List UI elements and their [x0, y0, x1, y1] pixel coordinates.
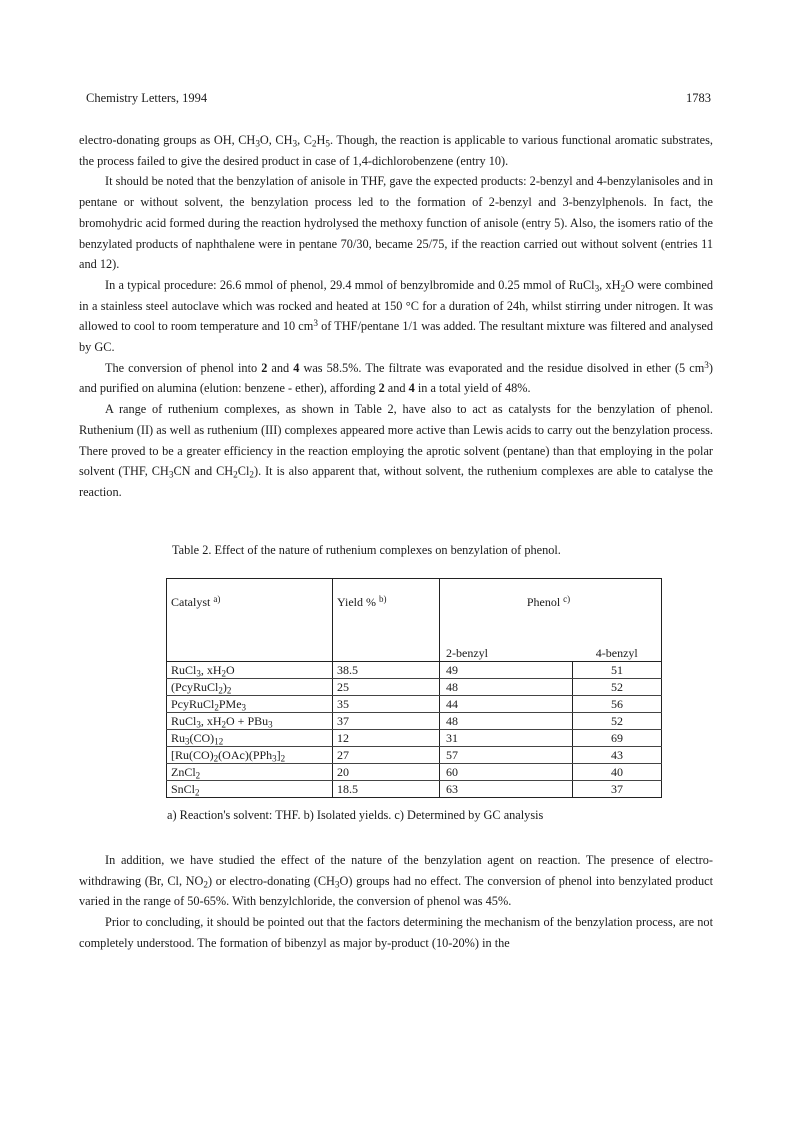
table-row	[167, 696, 662, 713]
table-caption: Table 2. Effect of the nature of ruthenium complexes on benzylation of phenol.	[172, 543, 561, 557]
cell-yield: 20	[333, 764, 440, 781]
cell-4-benzyl: 69	[573, 730, 662, 747]
cell-catalyst: PcyRuCl$_2$PMe$_3$	[167, 696, 333, 713]
cell-2-benzyl: 44	[440, 696, 573, 713]
cell-catalyst: RuCl$_3$, $xH_2O$	[167, 662, 333, 679]
cell-4-benzyl: 43	[573, 747, 662, 764]
subheader-empty	[167, 642, 333, 662]
cell-catalyst: SnCl$_2$	[167, 781, 333, 798]
cell-4-benzyl: 40	[573, 764, 662, 781]
subheader-2-benzyl: 2-benzyl	[440, 642, 573, 662]
cell-4-benzyl: 51	[573, 662, 662, 679]
table-row	[167, 764, 662, 781]
cell-2-benzyl: 63	[440, 781, 573, 798]
journal-title: Chemistry Letters, 1994	[86, 91, 208, 105]
cell-yield: 38.5	[333, 662, 440, 679]
table-footnote: a) Reaction's solvent: THF. b) Isolated yields. c) Determined by GC analysis	[167, 808, 544, 822]
subheader-4-benzyl: 4-benzyl	[573, 642, 662, 662]
cell-yield: 37	[333, 713, 440, 730]
table-row	[167, 730, 662, 747]
cell-yield: 25	[333, 679, 440, 696]
table-row	[167, 781, 662, 798]
cell-4-benzyl: 37	[573, 781, 662, 798]
header-catalyst: Catalyst $^{a)}$	[167, 579, 333, 643]
paragraph: The conversion of phenol into 2 and 4 was 58.5%. The filtrate was evaporated and the residue disolved in ether (5 $cm^3$) and purified on alumina (elution: benzene - ether), affording 2 and 4 in a total yield of 48%.	[79, 359, 713, 396]
cell-yield: 35	[333, 696, 440, 713]
body-text-top	[79, 130, 713, 503]
cell-2-benzyl: 49	[440, 662, 573, 679]
cell-yield: 12	[333, 730, 440, 747]
cell-2-benzyl: 48	[440, 679, 573, 696]
paragraph: A range of ruthenium complexes, as shown in Table 2, have also to act as catalysts for the benzylation of phenol. Ruthenium (II) as well as ruthenium (III) complexes appeared more active than Lewis acids to carry out the benzylation process. There proved to be a greater efficiency in the reaction employing the aprotic solvent (pentane) than that employing in the polar solvent (THF, $CH_3CN$ and $CH_2Cl_2$). It is also apparent that, without solvent, the ruthenium complexes are able to catalyse the reaction.	[79, 402, 713, 499]
paragraph: It should be noted that the benzylation of anisole in THF, gave the expected products: 2-benzyl and 4-benzylanisoles and in pentane or without solvent, the benzylation process led to the formation of 2-benzyl and 3-benzylphenols. In fact, the bromohydric acid formed during the reaction hydrolysed the methoxy function of anisole (entry 5). Also, the isomers ratio of the benzylated products of naphthalene were in pentane 70/30, became 25/75, if the reaction carried out without solvent (entries 11 and 12).	[79, 174, 713, 272]
paragraph: Prior to concluding, it should be pointed out that the factors determining the mechanism of the benzylation process, are not completely understood. The formation of bibenzyl as major by-product (10-20%) in the	[79, 915, 713, 950]
table-2	[166, 578, 662, 798]
cell-catalyst: $Ru_3(CO)_{12}$	[167, 730, 333, 747]
table-row	[167, 662, 662, 679]
paragraph: In a typical procedure: 26.6 mmol of phenol, 29.4 mmol of benzylbromide and 0.25 mmol of RuCl$_3$, $xH_2O$ were combined in a stainless steel autoclave which was rocked and heated at 150 °C for a duration of 24h, whilst stirring under nitrogen. It was allowed to cool to room temperature and 10 $cm^3$ of THF/pentane 1/1 was added. The resultant mixture was filtered and analysed by GC.	[79, 277, 713, 355]
body-text-bottom	[79, 850, 713, 954]
table-row	[167, 747, 662, 764]
cell-catalyst: ZnCl$_2$	[167, 764, 333, 781]
table-subheader-row	[167, 642, 662, 662]
cell-catalyst: RuCl$_3$, $xH_2O + PBu_3$	[167, 713, 333, 730]
table-body	[167, 662, 662, 798]
cell-2-benzyl: 60	[440, 764, 573, 781]
cell-yield: 18.5	[333, 781, 440, 798]
cell-4-benzyl: 52	[573, 679, 662, 696]
paragraph: electro-donating groups as OH, $CH_3O$, $CH_3$, $C_2H_5$. Though, the reaction is applicable to various functional aromatic substrates, the process failed to give the desired product in case of 1,4-dichlorobenzene (entry 10).	[79, 133, 713, 168]
cell-4-benzyl: 52	[573, 713, 662, 730]
cell-catalyst: $(PcyRuCl_2)_2$	[167, 679, 333, 696]
page-number: 1783	[686, 91, 711, 105]
header-phenol: Phenol $^{c)}$	[440, 579, 662, 643]
cell-2-benzyl: 31	[440, 730, 573, 747]
catalyst-table	[166, 578, 662, 798]
cell-2-benzyl: 48	[440, 713, 573, 730]
table-header-row	[167, 579, 662, 643]
header-yield: Yield % $^{b)}$	[333, 579, 440, 643]
cell-catalyst: [$Ru(CO)_2(OAc)(PPh_3]_2$	[167, 747, 333, 764]
page-header	[86, 91, 711, 106]
cell-4-benzyl: 56	[573, 696, 662, 713]
table-row	[167, 679, 662, 696]
cell-yield: 27	[333, 747, 440, 764]
table-row	[167, 713, 662, 730]
paragraph: In addition, we have studied the effect of the nature of the benzylation agent on reaction. The presence of electro-withdrawing (Br, Cl, $NO_2$) or electro-donating $(CH_3O)$ groups had no effect. The conversion of phenol into benzylated product varied in the range of 50-65%. With benzylchloride, the conversion of phenol was 45%.	[79, 853, 713, 909]
cell-2-benzyl: 57	[440, 747, 573, 764]
subheader-empty	[333, 642, 440, 662]
